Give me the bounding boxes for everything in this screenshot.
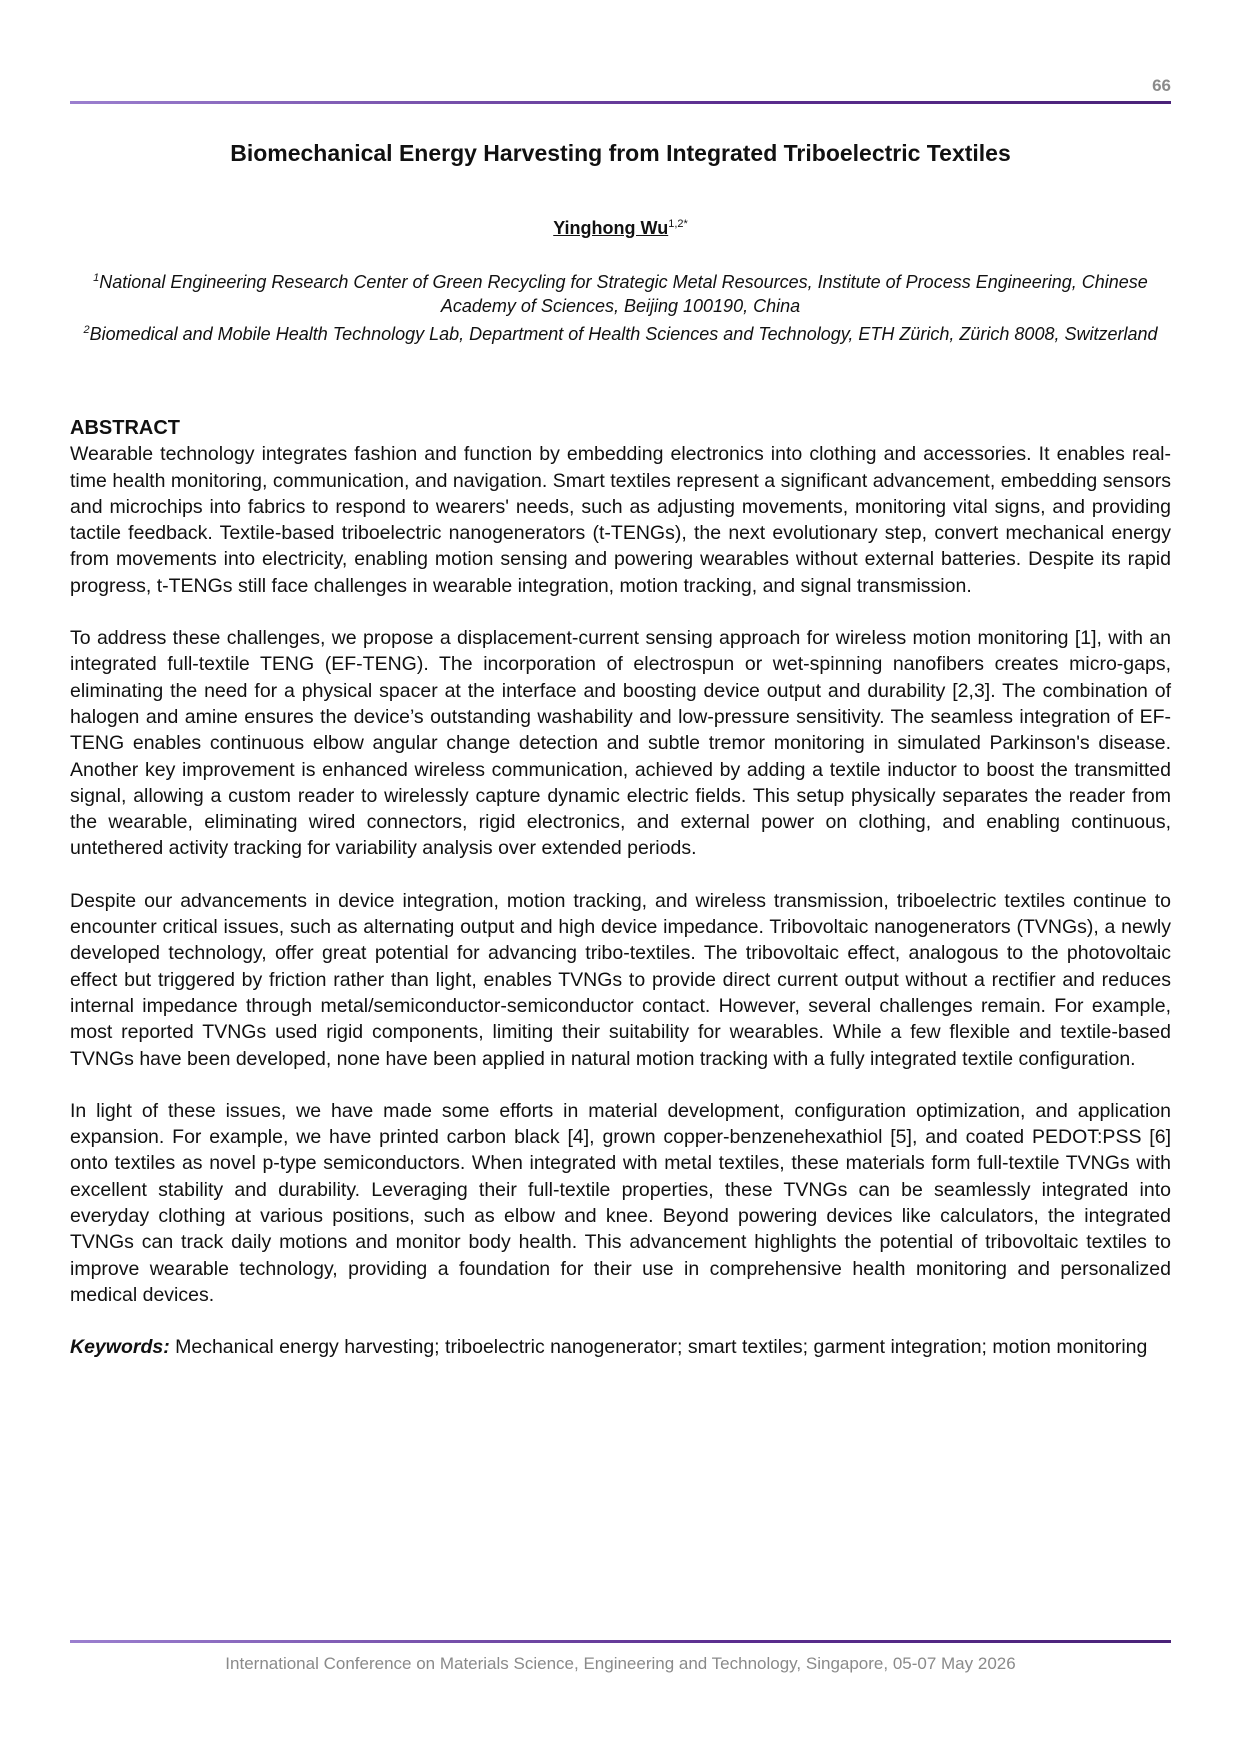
- abstract-heading: ABSTRACT: [70, 417, 180, 439]
- affiliation-1: $^1$National Engineering Research Center of Green Recycling for Strategic Metal Resources, Institute of Process Engineering, Chinese Academy of Sciences, Beijing 100190, China: [93, 272, 1148, 316]
- abstract-paragraph: Wearable technology integrates fashion and function by embedding electronics into clothing and accessories. It enables real-time health monitoring, communication, and navigation. Smart textiles represent a significant advancement, embedding sensors and microchips into fabrics to respond to wearers' needs, such as adjusting movements, monitoring vital signs, and providing tactile feedback. Textile-based triboelectric nanogenerators (t-TENGs), the next evolutionary step, convert mechanical energy from movements into electricity, enabling motion sensing and powering wearables without external batteries. Despite its rapid progress, t-TENGs still face challenges in wearable integration, motion tracking, and signal transmission.: [70, 443, 1171, 597]
- keywords-text: Mechanical energy harvesting; triboelectric nanogenerator; smart textiles; garment integration; motion monitoring: [175, 1336, 1148, 1359]
- page-number: 66: [1152, 76, 1171, 95]
- abstract-paragraph: Despite our advancements in device integration, motion tracking, and wireless transmission, triboelectric textiles continue to encounter critical issues, such as alternating output and high device impedance. Tribovoltaic nanogenerators (TVNGs), a newly developed technology, offer great potential for advancing tribo-textiles. The tribovoltaic effect, analogous to the photovoltaic effect but triggered by friction rather than light, enables TVNGs to provide direct current output without a rectifier and reduces internal impedance through metal/semiconductor-semiconductor contact. However, several challenges remain. For example, most reported TVNGs used rigid components, limiting their suitability for wearables. While a few flexible and textile-based TVNGs have been developed, none have been applied in natural motion tracking with a fully integrated textile configuration.: [70, 889, 1171, 1070]
- keywords-label: Keywords:: [70, 1336, 170, 1359]
- abstract-section: [70, 415, 1171, 1361]
- author-name: Yinghong Wu: [553, 218, 669, 238]
- footer-rule: [70, 1640, 1171, 1643]
- keywords: [70, 1334, 1171, 1360]
- abstract-paragraph: In light of these issues, we have made some efforts in material development, configuration optimization, and application expansion. For example, we have printed carbon black [4], grown copper-benzenehexathiol [5], and coated PEDOT:PSS [6] onto textiles as novel p-type semiconductors. When integrated with metal textiles, these materials form full-textile TVNGs with excellent stability and durability. Leveraging their full-textile properties, these TVNGs can be seamlessly integrated into everyday clothing at various positions, such as elbow and knee. Beyond powering devices like calculators, the integrated TVNGs can track daily motions and monitor body health. This advancement highlights the potential of tribovoltaic textiles to improve wearable technology, providing a foundation for their use in comprehensive health monitoring and personalized medical devices.: [70, 1099, 1171, 1306]
- author-line: [70, 218, 1171, 239]
- affiliations: [70, 266, 1171, 346]
- paper-title: Biomechanical Energy Harvesting from Integrated Triboelectric Textiles: [230, 140, 1011, 166]
- header-rule: [70, 101, 1171, 104]
- abstract-paragraph: To address these challenges, we propose a displacement-current sensing approach for wireless motion monitoring [1], with an integrated full-textile TENG (EF-TENG). The incorporation of electrospun or wet-spinning nanofibers creates micro-gaps, eliminating the need for a physical spacer at the interface and boosting device output and durability [2,3]. The combination of halogen and amine ensures the device’s outstanding washability and low-pressure sensitivity. The seamless integration of EF-TENG enables continuous elbow angular change detection and subtle tremor monitoring in simulated Parkinson's disease. Another key improvement is enhanced wireless communication, achieved by adding a textile inductor to boost the transmitted signal, allowing a custom reader to wirelessly capture dynamic electric fields. This setup physically separates the reader from the wearable, eliminating wired connectors, rigid electronics, and external power on clothing, and enabling continuous, untethered activity tracking for variability analysis over extended periods.: [70, 627, 1171, 860]
- affiliation-2: $^2$Biomedical and Mobile Health Technology Lab, Department of Health Sciences and Technology, ETH Zürich, Zürich 8008, Switzerland: [83, 324, 1158, 344]
- author-marks: 1,2*: [668, 218, 688, 230]
- footer-text: International Conference on Materials Science, Engineering and Technology, Singapore, 05-07 May 2026: [225, 1654, 1016, 1673]
